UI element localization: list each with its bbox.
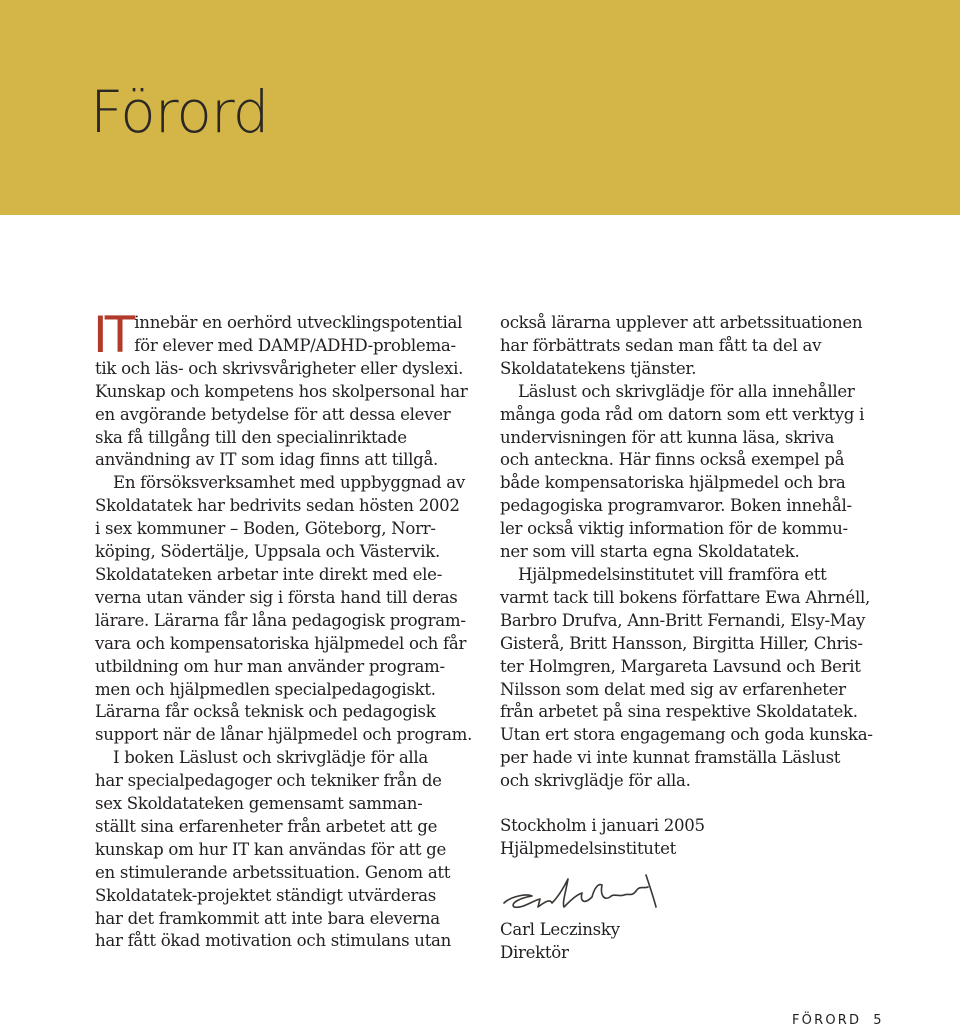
paragraph: I boken Läslust och skrivglädje för alla har specialpedagoger och tekniker från de sex Skoldatateken gemensamt samman- ställt sina erfarenheter från arbetet att ge kunskap om hur IT kan användas för att ge en stimulerande arbetssituation. Genom att Skoldatatek-projektet ständigt utvärderas har det framkommit att inte bara eleverna har fått ökad motivation och stimulans utan <box>95 748 452 951</box>
left-column <box>93 306 473 953</box>
paragraph: också lärarna upplever att arbetssituationen har förbättrats sedan man fått ta del av Skoldatatekens tjänster. <box>500 313 863 378</box>
paragraph: Läslust och skrivglädje för alla innehåller många goda råd om datorn som ett verktyg i undervisningen för att kunna läsa, skriva och anteckna. Här finns också exempel på både kompensatoriska hjälpmedel och bra pedagogiska programvaror. Boken innehål- ler också viktig information för de kommu- ner som vill starta egna Skoldatatek. <box>500 381 865 562</box>
paragraph-intro-text: innebär en oerhörd utvecklingspotential för elever med DAMP/ADHD-problema- tik och läs- och skrivsvårigheter eller dyslexi. Kunskap och kompetens hos skolpersonal har en avgörande betydelse för att dessa elever ska få tillgång till den specialinriktade användning av IT som idag finns att tillgå. <box>95 313 468 470</box>
page-footer <box>792 1013 882 1028</box>
paragraph: Hjälpmedelsinstitutet vill framföra ett varmt tack till bokens författare Ewa Ahrnéll, Barbro Drufva, Ann-Britt Fernandi, Elsy-May Gisterå, Britt Hansson, Birgitta Hiller, Chris- ter Holmgren, Margareta Lavsund och Berit Nilsson som delat med sig av erfarenheter från arbetet på sina respektive Skoldatatek. Utan ert stora engagemang och goda kunska- per hade vi inte kunnat framställa Läslust och skrivglädje för alla. <box>500 564 873 791</box>
drop-cap: IT <box>93 306 133 364</box>
right-column <box>500 312 878 965</box>
signoff-place-date: Stockholm i januari 2005 <box>500 816 705 836</box>
signoff-name: Carl Leczinsky <box>500 919 620 939</box>
header-banner <box>0 0 960 215</box>
page-number: 5 <box>873 1013 882 1028</box>
signoff-organization: Hjälpmedelsinstitutet <box>500 838 676 858</box>
signoff-role: Direktör <box>500 942 569 962</box>
paragraph-intro <box>93 306 473 472</box>
signature-icon <box>498 867 668 919</box>
paragraph: En försöksverksamhet med uppbyggnad av Skoldatatek har bedrivits sedan hösten 2002 i sex kommuner – Boden, Göteborg, Norr- köping, Södertälje, Uppsala och Västervik. Skoldatateken arbetar inte direkt med ele- verna utan vänder sig i första hand till deras lärare. Lärarna får låna pedagogisk program- vara och kompensatoriska hjälpmedel och får utbildning om hur man använder program- men och hjälpmedlen specialpedagogiskt. Lärarna får också teknisk och pedagogisk support när de lånar hjälpmedel och program. <box>95 473 473 745</box>
footer-label: FÖRORD <box>792 1013 862 1028</box>
page-title: Förord <box>90 78 269 146</box>
